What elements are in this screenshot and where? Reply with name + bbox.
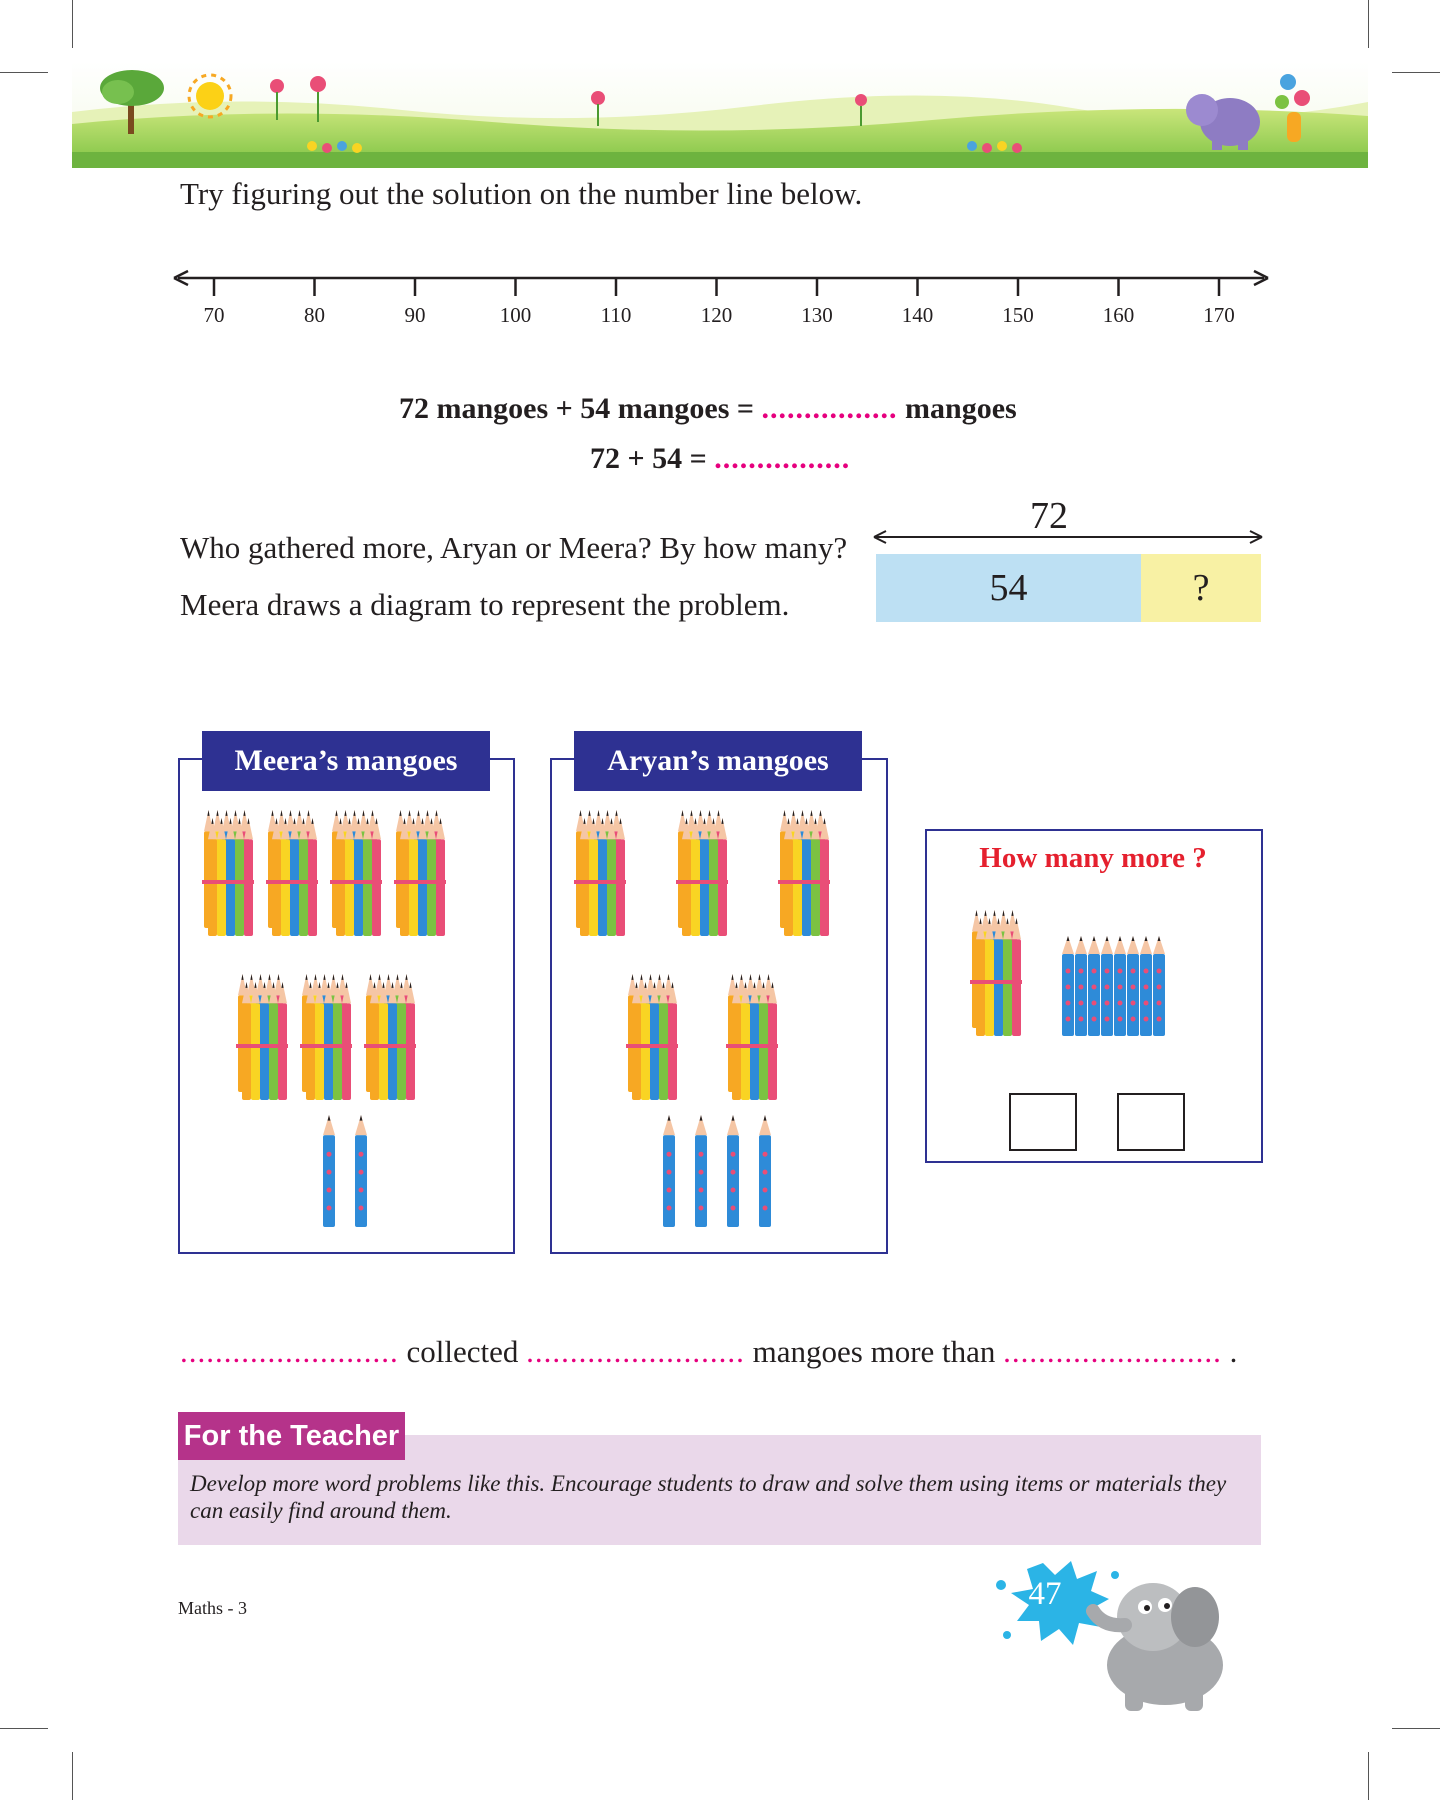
- pencil-bundle-icon: [392, 808, 448, 940]
- how-many-title: How many more ?: [979, 842, 1207, 874]
- fill-word: mangoes more than: [752, 1334, 996, 1369]
- single-pencil-icon: [321, 1115, 337, 1227]
- tick-label-160: 160: [1102, 303, 1135, 327]
- pencil-bundle-icon: [298, 972, 354, 1104]
- tick-label-140: 140: [901, 303, 934, 327]
- crop-mark: [1368, 0, 1369, 48]
- fill-blank-number[interactable]: .........................: [526, 1334, 745, 1369]
- number-line: [172, 264, 1272, 304]
- pencil-bundle-icon: [234, 972, 290, 1104]
- aryan-panel-title: Aryan’s mangoes: [574, 731, 862, 791]
- pencil-bundle-icon: [200, 808, 256, 940]
- crop-mark: [0, 72, 48, 73]
- fill-end: .: [1229, 1334, 1238, 1369]
- instruction-text: Try figuring out the solution on the number line below.: [180, 176, 863, 211]
- tick-label-170: 170: [1203, 303, 1235, 327]
- elephant-icon: [1093, 1583, 1223, 1711]
- single-pencil-icon: [725, 1115, 741, 1227]
- pencil-bundle-icon: [264, 808, 320, 940]
- header-banner: [72, 62, 1368, 168]
- bar-unknown-part: ?: [1141, 554, 1261, 622]
- single-pencil-icon: [693, 1115, 709, 1227]
- fill-blank-name[interactable]: .........................: [180, 1334, 399, 1369]
- tick-label-90: 90: [404, 303, 426, 327]
- crop-mark: [1392, 1728, 1440, 1729]
- question-line-1: Who gathered more, Aryan or Meera? By how many?: [180, 530, 848, 565]
- fill-word: collected: [406, 1334, 519, 1369]
- footer-book-title: Maths - 3: [178, 1598, 247, 1618]
- fill-blank-name-2[interactable]: .........................: [1003, 1334, 1222, 1369]
- single-pencil-icon: [353, 1115, 369, 1227]
- tick-label-150: 150: [1002, 303, 1034, 327]
- page-number: 47: [1028, 1576, 1062, 1612]
- equation-text: 72 mangoes + 54 mangoes =: [399, 392, 755, 425]
- question-line-2: Meera draws a diagram to represent the problem.: [180, 587, 790, 622]
- pencil-bundle-icon: [674, 808, 730, 940]
- teacher-note-text: Develop more word problems like this. Encourage students to draw and solve them using items or materials they can easily find around them.: [190, 1471, 1227, 1523]
- bar-known-part: 54: [876, 554, 1141, 622]
- aryan-pencils: [552, 800, 882, 1240]
- crop-mark: [0, 1728, 48, 1729]
- answer-box-ones[interactable]: [1117, 1093, 1185, 1151]
- pencil-bundle-icon: [724, 972, 780, 1104]
- tick-label-110: 110: [600, 303, 632, 327]
- single-pencil-icon: [661, 1115, 677, 1227]
- pencil-bundle-icon: [572, 808, 628, 940]
- equation-text: 72 + 54 =: [590, 442, 707, 475]
- teacher-note-tab: For the Teacher: [178, 1412, 405, 1460]
- tick-label-70: 70: [203, 303, 225, 327]
- single-pencil-icon: [757, 1115, 773, 1227]
- answer-box-tens[interactable]: [1009, 1093, 1077, 1151]
- fill-sentence: [180, 1334, 1237, 1370]
- tick-label-80: 80: [304, 303, 325, 327]
- tick-label-100: 100: [499, 303, 532, 327]
- crop-mark: [1368, 1752, 1369, 1800]
- tick-label-120: 120: [700, 303, 733, 327]
- crop-mark: [72, 0, 73, 48]
- meera-pencils: [180, 800, 510, 1240]
- bar-model-arrow: [872, 526, 1264, 548]
- crop-mark: [72, 1752, 73, 1800]
- equation-line-1: [399, 392, 1017, 426]
- pencil-bundle-icon: [328, 808, 384, 940]
- pencil-bundle-icon: [362, 972, 418, 1104]
- pencil-bundle-icon: [624, 972, 680, 1104]
- pencil-bundle-icon: [968, 908, 1024, 1040]
- answer-blank[interactable]: ................: [714, 442, 851, 475]
- how-many-pencils: [960, 900, 1240, 1050]
- equation-line-2: [590, 442, 850, 476]
- tick-label-130: 130: [801, 303, 833, 327]
- bar-model-total: 72: [1030, 495, 1068, 537]
- answer-blank[interactable]: ................: [761, 392, 898, 425]
- single-pencil-icon: [1151, 936, 1167, 1036]
- equation-unit: mangoes: [905, 392, 1017, 425]
- crop-mark: [1392, 72, 1440, 73]
- pencil-bundle-icon: [776, 808, 832, 940]
- meera-panel-title: Meera’s mangoes: [202, 731, 490, 791]
